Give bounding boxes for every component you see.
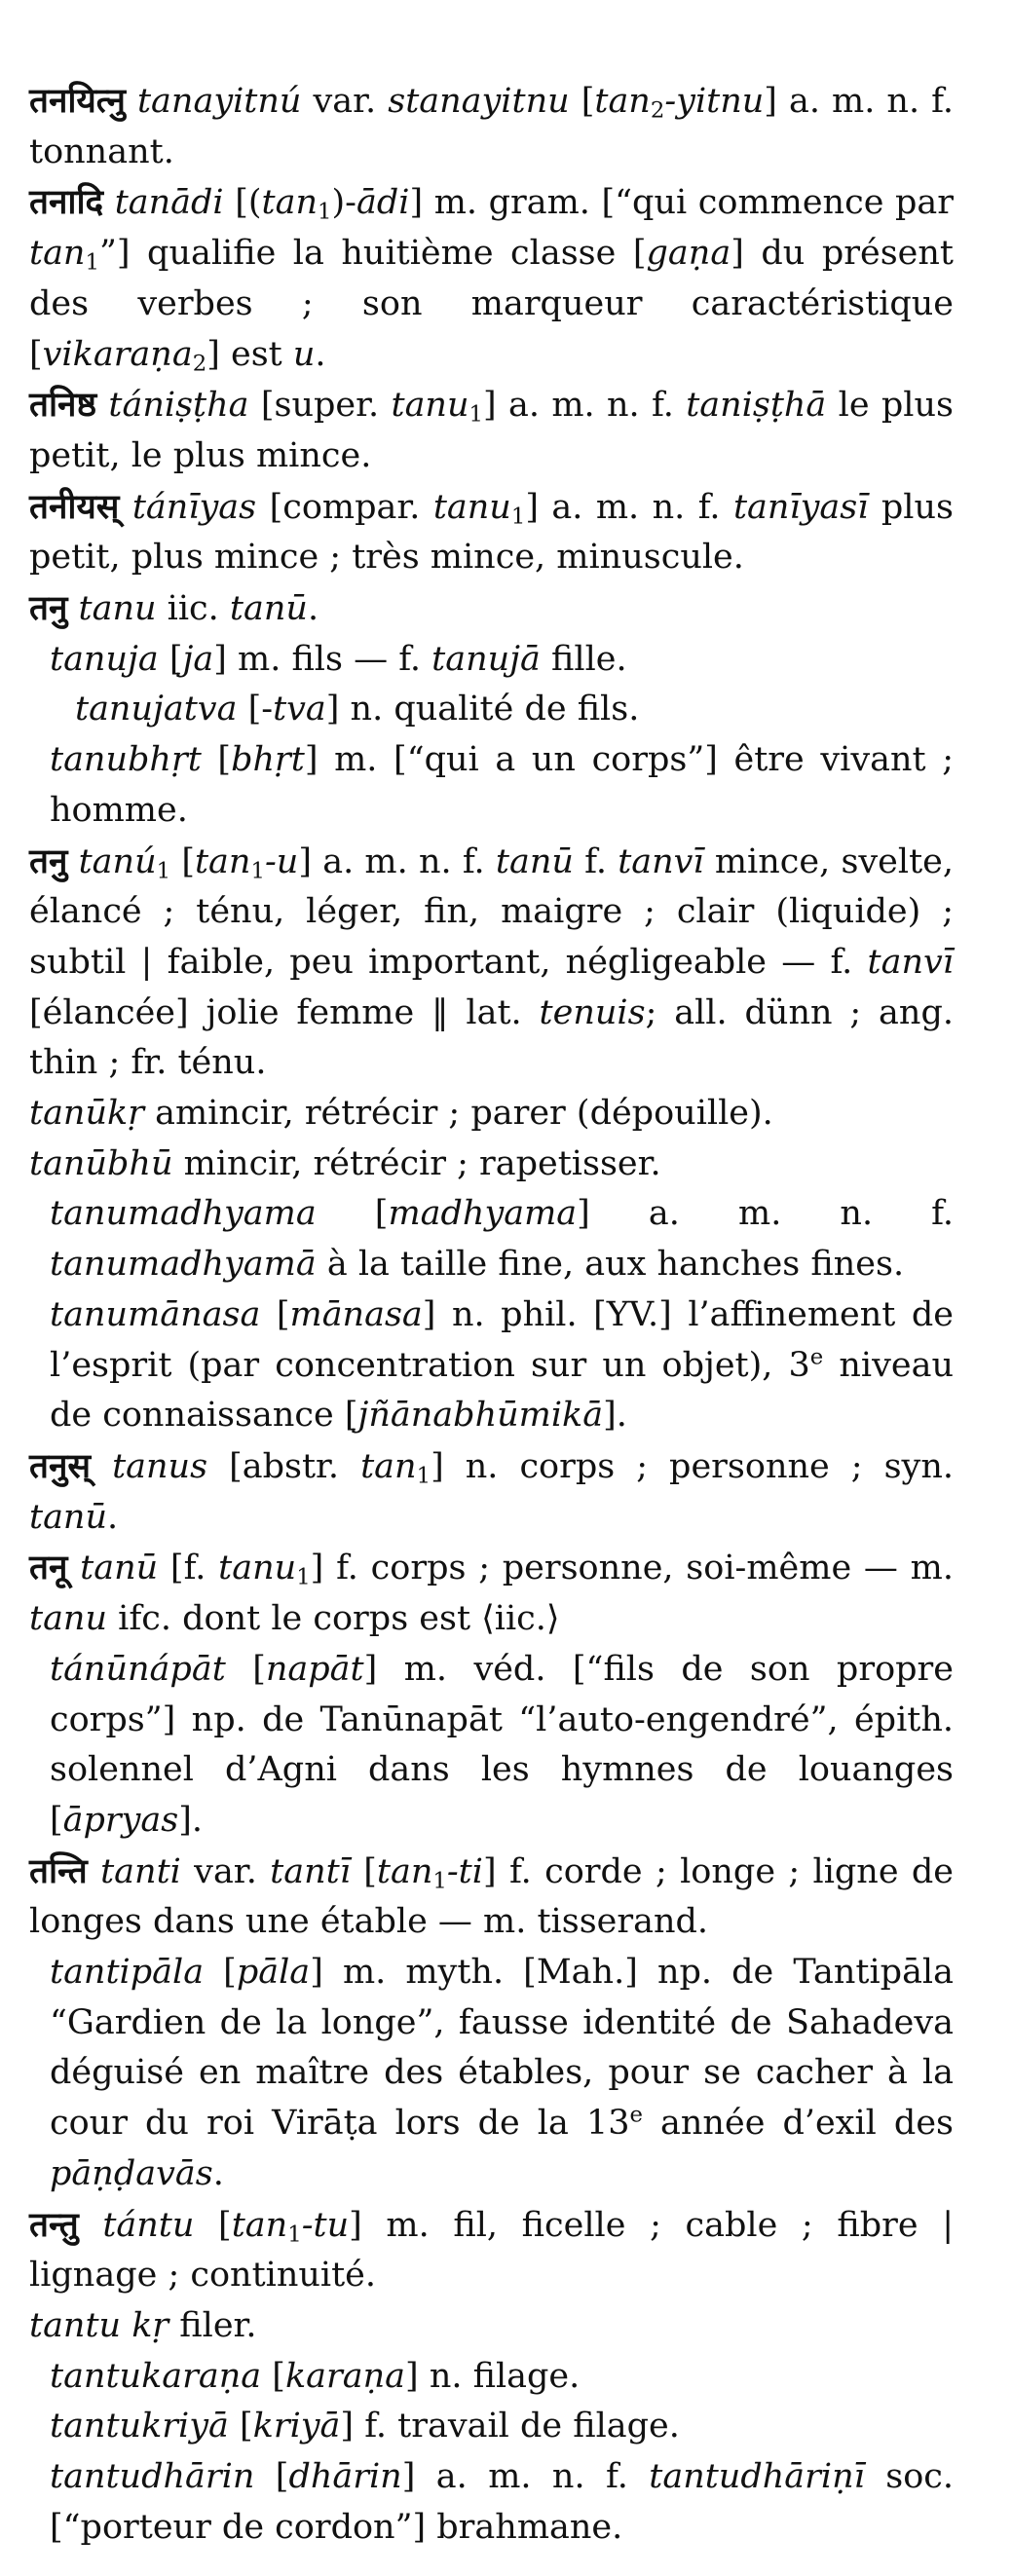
italic-term: tanū bbox=[80, 1549, 159, 1588]
superscript: e bbox=[629, 2102, 643, 2128]
italic-term: ja bbox=[182, 639, 214, 679]
dictionary-subentry bbox=[29, 2452, 954, 2553]
entry-text: [ bbox=[225, 1649, 266, 1689]
entry-text: niveau de connaissance [ bbox=[50, 1345, 954, 1436]
italic-term: tanvī bbox=[618, 841, 704, 881]
italic-term: tenuis bbox=[539, 992, 646, 1032]
italic-term: tanumadhyama bbox=[50, 1194, 317, 1234]
entry-text: ] f. corde ; longe ; ligne de longes dans une étable — m. tisserand. bbox=[29, 1851, 954, 1942]
subscript-index: 1 bbox=[296, 1565, 311, 1591]
entry-text: var. bbox=[301, 82, 389, 121]
dictionary-subentry bbox=[29, 2402, 954, 2452]
italic-term: tanūkṛ bbox=[29, 1094, 144, 1134]
subscript-index: 1 bbox=[156, 858, 171, 884]
entry-text: ] a. m. n. f. bbox=[525, 487, 733, 527]
dictionary-entry bbox=[29, 1543, 954, 1644]
entry-text: [ bbox=[350, 1851, 377, 1891]
entry-text: ] du présent des verbes ; son marqueur caractéristique [ bbox=[29, 234, 954, 374]
entry-text bbox=[79, 2206, 103, 2245]
dictionary-entry bbox=[29, 177, 954, 380]
entry-text: [ bbox=[228, 2407, 253, 2446]
italic-term: tanumadhyamā bbox=[50, 1245, 317, 1285]
italic-term: tan bbox=[360, 1446, 417, 1486]
italic-term: bhṛt bbox=[231, 740, 305, 780]
dictionary-entry bbox=[29, 1441, 954, 1543]
entry-text bbox=[119, 488, 131, 527]
entry-text bbox=[88, 1852, 100, 1891]
entry-text: mincir, rétrécir ; rapetisser. bbox=[172, 1143, 661, 1183]
entry-text bbox=[103, 183, 115, 222]
subscript-index: 1 bbox=[85, 249, 99, 276]
entry-text: ] m. myth. [Mah.] np. de Tantipāla “Gardien de la longe”, fausse identité de Sahadeva déguisé en maître des étables, pour se cacher à la cour du roi Virāṭa lors de la 13 bbox=[50, 1953, 954, 2144]
entry-text: ] a. m. n. f. bbox=[401, 2457, 650, 2497]
italic-term: tanādi bbox=[114, 183, 224, 223]
entry-text: [- bbox=[237, 690, 274, 729]
entry-text: . bbox=[315, 334, 326, 374]
dictionary-entry bbox=[29, 837, 954, 1090]
entry-text: fille. bbox=[540, 639, 627, 679]
entry-text bbox=[67, 1549, 80, 1587]
subscript-index: 1 bbox=[416, 1463, 431, 1489]
entry-text: ] est bbox=[206, 334, 293, 374]
entry-text: ] m. [“qui a un corps”] être vivant ; homme. bbox=[50, 740, 955, 830]
italic-term: stanayitnu bbox=[388, 82, 570, 121]
dictionary-subentry bbox=[29, 1948, 954, 2200]
entry-text: ] f. corps ; personne, soi-même — m. bbox=[310, 1549, 954, 1588]
italic-term: ādi bbox=[356, 183, 410, 223]
dictionary-entry bbox=[29, 583, 954, 635]
italic-term: karaṇa bbox=[284, 2356, 406, 2396]
italic-term: āpryas bbox=[62, 1800, 179, 1840]
headword-devanagari: तनुस् bbox=[29, 1445, 92, 1486]
entry-text bbox=[67, 589, 78, 628]
superscript: e bbox=[809, 1344, 824, 1370]
italic-term: u bbox=[292, 334, 316, 374]
subscript-index: 1 bbox=[469, 401, 483, 428]
entry-text: ] m. véd. [“fils de son propre corps”] np. de Tanūnapāt “l’auto-engendré”, épith. solennel d’Agni dans les hymnes de louanges [ bbox=[50, 1649, 954, 1840]
entry-text: [élancée] jolie femme ‖ lat. bbox=[29, 992, 540, 1032]
entry-text: [ bbox=[170, 841, 195, 881]
subscript-index: 1 bbox=[432, 1868, 447, 1894]
entry-text: [ bbox=[260, 1294, 290, 1334]
italic-term: tantu kṛ bbox=[29, 2305, 169, 2345]
entry-text: [ bbox=[158, 639, 183, 679]
entry-text: ”] qualifie la huitième classe [ bbox=[98, 234, 647, 274]
entry-text: mince, svelte, élancé ; ténu, léger, fin, maigre ; clair (liquide) ; subtil | faible, peu important, négligeable — f. bbox=[29, 841, 954, 982]
italic-term: tanu bbox=[218, 1549, 297, 1588]
italic-term: mānasa bbox=[289, 1294, 423, 1334]
italic-term: tánūnápāt bbox=[50, 1649, 226, 1689]
entry-text: ] m. fil, ficelle ; cable ; fibre | lignage ; continuité. bbox=[29, 2205, 954, 2296]
subscript-index: 1 bbox=[250, 858, 265, 884]
entry-text: iic. bbox=[156, 589, 230, 629]
dictionary-subentry bbox=[29, 1290, 954, 1441]
dictionary-entry bbox=[29, 482, 954, 583]
entry-text: [ bbox=[194, 2205, 232, 2245]
entry-text: amincir, rétrécir ; parer (dépouille). bbox=[143, 1094, 773, 1134]
dictionary-subentry bbox=[29, 685, 954, 735]
italic-term: pāla bbox=[236, 1953, 311, 1993]
entry-text: . bbox=[212, 2153, 224, 2193]
italic-term: tanus bbox=[112, 1446, 208, 1486]
entry-text: ] a. m. n. f. bbox=[483, 386, 687, 426]
italic-term: tanuja bbox=[50, 639, 159, 679]
italic-term: tan bbox=[29, 234, 86, 274]
entry-text: année d’exil des bbox=[642, 2104, 955, 2144]
italic-term: tanvī bbox=[867, 942, 954, 982]
italic-term: tantudhāriṇī bbox=[649, 2457, 865, 2497]
italic-term: pāṇḍavās bbox=[50, 2153, 213, 2193]
italic-term: tantudhārin bbox=[50, 2457, 255, 2497]
italic-term: tániṣṭha bbox=[108, 386, 249, 426]
italic-term: tanu bbox=[391, 386, 469, 426]
italic-term: gaṇa bbox=[646, 234, 731, 274]
dictionary-subentry bbox=[29, 1645, 954, 1847]
entry-text: ] m. gram. [“qui commence par bbox=[409, 183, 954, 223]
entry-text: [ bbox=[261, 2356, 285, 2396]
entry-text: [( bbox=[223, 183, 262, 223]
headword-devanagari: तनु bbox=[29, 588, 68, 629]
headword-devanagari: तनू bbox=[29, 1548, 68, 1588]
italic-term: tanūbhū bbox=[29, 1143, 173, 1183]
entry-text: [abstr. bbox=[207, 1446, 361, 1486]
italic-term: tan bbox=[194, 841, 251, 881]
italic-term: jñānabhūmikā bbox=[357, 1396, 604, 1436]
entry-text: ] n. corps ; personne ; syn. bbox=[431, 1446, 954, 1486]
entry-text: ] a. m. n. f. tonnant. bbox=[29, 82, 954, 171]
italic-term: tanujatva bbox=[75, 690, 238, 729]
entry-text: ] m. fils — f. bbox=[213, 639, 432, 679]
entry-text: [super. bbox=[248, 386, 392, 426]
italic-term: tanū bbox=[495, 841, 574, 881]
entry-text: ] n. qualité de fils. bbox=[325, 690, 640, 729]
entry-text: ]. bbox=[603, 1396, 627, 1436]
italic-term: tanū bbox=[229, 589, 308, 629]
italic-term: tantukriyā bbox=[50, 2407, 229, 2446]
entry-text: var. bbox=[180, 1851, 271, 1891]
entry-text bbox=[67, 842, 78, 881]
italic-term: napāt bbox=[265, 1649, 364, 1689]
italic-term: -tu bbox=[301, 2205, 350, 2245]
italic-term: tantukaraṇa bbox=[50, 2356, 262, 2396]
entry-text: [f. bbox=[158, 1549, 219, 1588]
entry-text: f. bbox=[573, 841, 618, 881]
entry-text: ifc. dont le corps est ⟨iic.⟩ bbox=[107, 1599, 560, 1639]
dictionary-subentry bbox=[29, 635, 954, 686]
subscript-index: 2 bbox=[650, 97, 665, 124]
dictionary-entry bbox=[29, 76, 954, 177]
headword-devanagari: तन्ति bbox=[29, 1850, 88, 1891]
dictionary-subentry bbox=[29, 2352, 954, 2403]
entry-text: ] a. m. n. f. bbox=[577, 1194, 954, 1234]
subscript-index: 1 bbox=[510, 504, 526, 530]
italic-term: tanumānasa bbox=[50, 1294, 261, 1334]
entry-text: [ bbox=[204, 1953, 237, 1993]
entry-text: ] n. phil. [YV.] l’affinement de l’esprit (par concentration sur un objet), 3 bbox=[50, 1294, 955, 1385]
subscript-index: 1 bbox=[287, 2221, 302, 2248]
dictionary-entry bbox=[29, 1139, 954, 1190]
italic-term: tanu bbox=[432, 487, 511, 527]
dictionary-subentry bbox=[29, 1189, 954, 1289]
italic-term: taniṣṭhā bbox=[686, 386, 827, 426]
entry-text: ] a. m. n. f. bbox=[298, 841, 496, 881]
entry-text bbox=[126, 82, 137, 121]
italic-term: tanu bbox=[29, 1599, 108, 1639]
italic-term: -yitnu bbox=[664, 82, 765, 121]
italic-term: tantipāla bbox=[50, 1953, 205, 1993]
italic-term: tan bbox=[376, 1851, 433, 1891]
entry-text: ] n. filage. bbox=[405, 2356, 581, 2396]
subscript-index: 1 bbox=[318, 200, 332, 226]
headword-devanagari: तनीयस् bbox=[29, 486, 120, 527]
entry-text: ; all. dünn ; ang. thin ; fr. ténu. bbox=[29, 992, 954, 1083]
entry-text: . bbox=[107, 1497, 119, 1537]
entry-text: soc. [“porteur de cordon”] brahmane. bbox=[50, 2457, 955, 2547]
entry-text: [ bbox=[254, 2457, 289, 2497]
dictionary-subentry bbox=[29, 735, 954, 836]
italic-term: tanīyasī bbox=[732, 487, 869, 527]
italic-term: tan bbox=[594, 82, 651, 121]
italic-term: tántu bbox=[102, 2205, 195, 2245]
italic-term: tánīyas bbox=[131, 487, 257, 527]
dictionary-entry bbox=[29, 2200, 954, 2301]
entry-text: [ bbox=[316, 1194, 389, 1234]
entry-text: . bbox=[307, 589, 319, 629]
entry-text: plus petit, plus mince ; très mince, minuscule. bbox=[29, 487, 954, 578]
italic-term: -u bbox=[264, 841, 299, 881]
entry-text: [compar. bbox=[256, 487, 433, 527]
italic-term: dhārin bbox=[288, 2457, 402, 2497]
italic-term: tanū bbox=[29, 1497, 108, 1537]
entry-text: ] f. travail de filage. bbox=[340, 2407, 680, 2446]
italic-term: kriyā bbox=[252, 2407, 341, 2446]
entry-text: [ bbox=[569, 82, 595, 121]
italic-term: tanujā bbox=[431, 639, 541, 679]
entry-text: [ bbox=[201, 740, 232, 780]
italic-term: tanti bbox=[100, 1851, 181, 1891]
dictionary-entry bbox=[29, 380, 954, 481]
italic-term: tantī bbox=[270, 1851, 351, 1891]
entry-text: à la taille fine, aux hanches fines. bbox=[316, 1245, 905, 1285]
italic-term: madhyama bbox=[388, 1194, 578, 1234]
italic-term: tanú bbox=[78, 841, 157, 881]
headword-devanagari: तन्तु bbox=[29, 2204, 79, 2245]
dictionary-entry bbox=[29, 1089, 954, 1139]
entry-text: le plus petit, le plus mince. bbox=[29, 386, 954, 475]
entry-text: ]. bbox=[178, 1800, 204, 1840]
italic-term: tanubhṛt bbox=[50, 740, 202, 780]
entry-text bbox=[91, 1447, 112, 1486]
entry-text bbox=[96, 386, 108, 425]
italic-term: tanu bbox=[78, 589, 157, 629]
headword-devanagari: तनादि bbox=[29, 182, 104, 223]
italic-term: tan bbox=[261, 183, 319, 223]
italic-term: -ti bbox=[446, 1851, 483, 1891]
italic-term: tan bbox=[231, 2205, 288, 2245]
dictionary-entry bbox=[29, 1847, 954, 1948]
italic-term: tva bbox=[273, 690, 326, 729]
entry-text: )- bbox=[331, 183, 356, 223]
dictionary-entry bbox=[29, 2301, 954, 2352]
italic-term: vikaraṇa bbox=[42, 334, 193, 374]
italic-term: tanayitnú bbox=[136, 82, 302, 121]
headword-devanagari: तनु bbox=[29, 840, 68, 881]
subscript-index: 2 bbox=[192, 351, 207, 377]
entry-text: filer. bbox=[169, 2305, 257, 2345]
headword-devanagari: तनिष्ठ bbox=[29, 385, 97, 426]
headword-devanagari: तनयित्नु bbox=[29, 81, 126, 121]
